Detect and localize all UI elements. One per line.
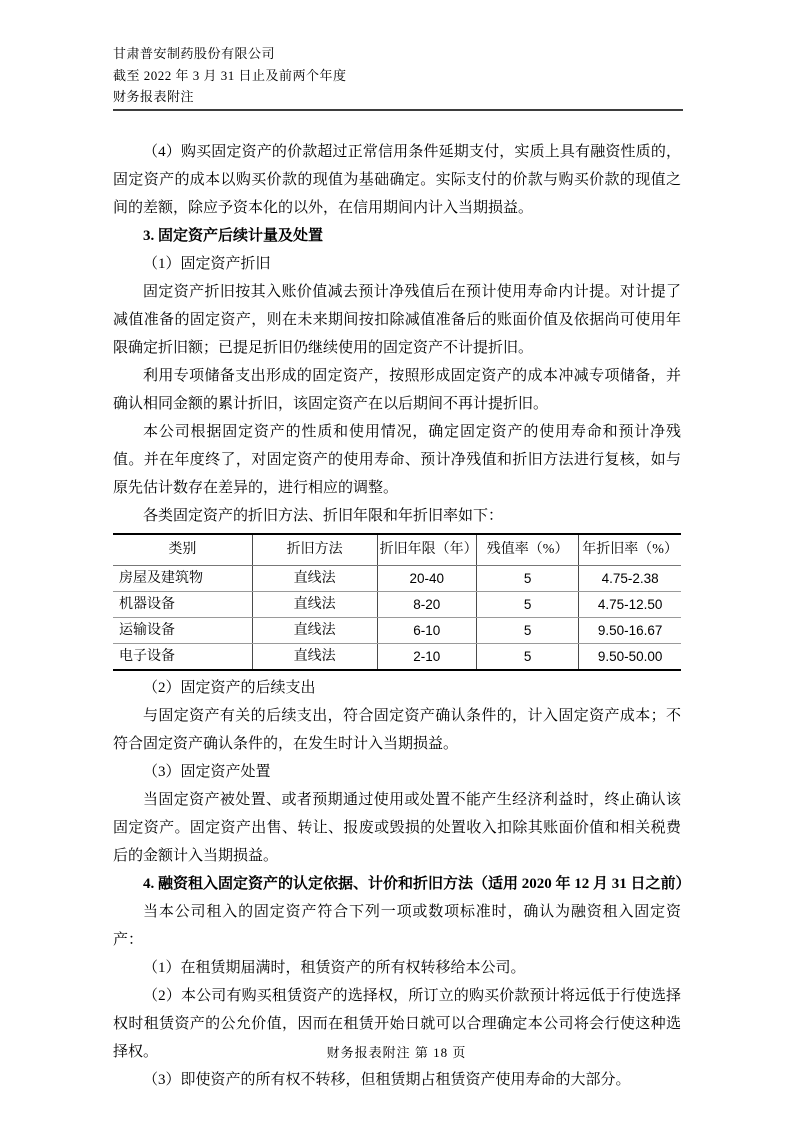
cell-years: 8-20 <box>377 592 476 618</box>
heading-3-subsequent-measurement: 3. 固定资产后续计量及处置 <box>143 228 324 244</box>
report-period: 截至 2022 年 3 月 31 日止及前两个年度 <box>113 67 347 83</box>
finance-lease-criterion-3: （3）即使资产的所有权不转移，但租赁期占租赁资产使用寿命的大部分。 <box>143 1072 631 1088</box>
document-header <box>113 43 347 108</box>
cell-annual-rate: 9.50-16.67 <box>579 618 681 644</box>
cell-annual-rate: 9.50-50.00 <box>579 644 681 671</box>
table-header-row <box>113 534 681 566</box>
cell-annual-rate: 4.75-12.50 <box>579 592 681 618</box>
paragraph-special-reserve: 利用专项储备支出形成的固定资产，按照形成固定资产的成本冲减专项储备，并确认相同金额的累计折旧，该固定资产在以后期间不再计提折旧。 <box>113 368 681 412</box>
cell-category: 运输设备 <box>113 618 252 644</box>
header-divider <box>113 109 683 111</box>
cell-method: 直线法 <box>252 644 377 671</box>
cell-residual: 5 <box>477 618 579 644</box>
company-name: 甘肃普安制药股份有限公司 <box>113 46 276 61</box>
paragraph-subsequent-expenditure: 与固定资产有关的后续支出，符合固定资产确认条件的，计入固定资产成本；不符合固定资产确认条件的，在发生时计入当期损益。 <box>113 708 681 752</box>
finance-lease-criterion-2: （2）本公司有购买租赁资产的选择权，所订立的购买价款预计将远低于行使选择权时租赁资产的公允价值，因而在租赁开始日就可以合理确定本公司将会行使这种选择权。 <box>113 988 681 1060</box>
sub-heading-3-disposal: （3）固定资产处置 <box>143 764 271 780</box>
paragraph-table-intro: 各类固定资产的折旧方法、折旧年限和年折旧率如下： <box>143 508 504 524</box>
paragraph-4-deferred-payment: （4）购买固定资产的价款超过正常信用条件延期支付，实质上具有融资性质的，固定资产的成本以购买价款的现值为基础确定。实际支付的价款与购买价款的现值之间的差额，除应予资本化的以外，在信用期间内计入当期损益。 <box>113 144 681 216</box>
table-row-electronic <box>113 644 681 671</box>
cell-years: 2-10 <box>377 644 476 671</box>
table-row-machinery <box>113 592 681 618</box>
cell-method: 直线法 <box>252 618 377 644</box>
sub-heading-2-subsequent-expenditure: （2）固定资产的后续支出 <box>143 680 316 696</box>
table-row-buildings <box>113 566 681 592</box>
col-header-residual: 残值率（%） <box>477 534 579 566</box>
cell-method: 直线法 <box>252 592 377 618</box>
depreciation-table <box>113 533 681 671</box>
footer-page-label: 财务报表附注 第 18 页 <box>326 1045 467 1060</box>
paragraph-finance-lease-intro: 当本公司租入的固定资产符合下列一项或数项标准时，确认为融资租入固定资产： <box>113 904 681 948</box>
cell-annual-rate: 4.75-2.38 <box>579 566 681 592</box>
paragraph-disposal: 当固定资产被处置、或者预期通过使用或处置不能产生经济利益时，终止确认该固定资产。固定资产出售、转让、报废或毁损的处置收入扣除其账面价值和相关税费后的金额计入当期损益。 <box>113 792 681 864</box>
cell-years: 20-40 <box>377 566 476 592</box>
cell-residual: 5 <box>477 644 579 671</box>
paragraph-depreciation-policy: 固定资产折旧按其入账价值减去预计净残值后在预计使用寿命内计提。对计提了减值准备的固定资产，则在未来期间按扣除减值准备后的账面价值及依据尚可使用年限确定折旧额；已提足折旧仍继续使用的固定资产不计提折旧。 <box>113 284 681 356</box>
cell-category: 房屋及建筑物 <box>113 566 252 592</box>
col-header-category: 类别 <box>113 534 252 566</box>
cell-method: 直线法 <box>252 566 377 592</box>
document-body <box>113 138 691 1094</box>
cell-years: 6-10 <box>377 618 476 644</box>
cell-residual: 5 <box>477 566 579 592</box>
page-footer <box>0 1042 793 1061</box>
table-row-transport <box>113 618 681 644</box>
paragraph-useful-life-review: 本公司根据固定资产的性质和使用情况，确定固定资产的使用寿命和预计净残值。并在年度终了，对固定资产的使用寿命、预计净残值和折旧方法进行复核，如与原先估计数存在差异的，进行相应的调整。 <box>113 424 681 496</box>
document-title: 财务报表附注 <box>113 89 195 104</box>
col-header-years: 折旧年限（年） <box>377 534 476 566</box>
cell-category: 机器设备 <box>113 592 252 618</box>
finance-lease-criterion-1: （1）在租赁期届满时，租赁资产的所有权转移给本公司。 <box>143 960 526 976</box>
sub-heading-1-depreciation: （1）固定资产折旧 <box>143 256 271 272</box>
cell-residual: 5 <box>477 592 579 618</box>
col-header-annual-rate: 年折旧率（%） <box>579 534 681 566</box>
heading-4-finance-lease: 4. 融资租入固定资产的认定依据、计价和折旧方法（适用 2020 年 12 月 31 日之前） <box>143 876 691 892</box>
col-header-method: 折旧方法 <box>252 534 377 566</box>
cell-category: 电子设备 <box>113 644 252 671</box>
